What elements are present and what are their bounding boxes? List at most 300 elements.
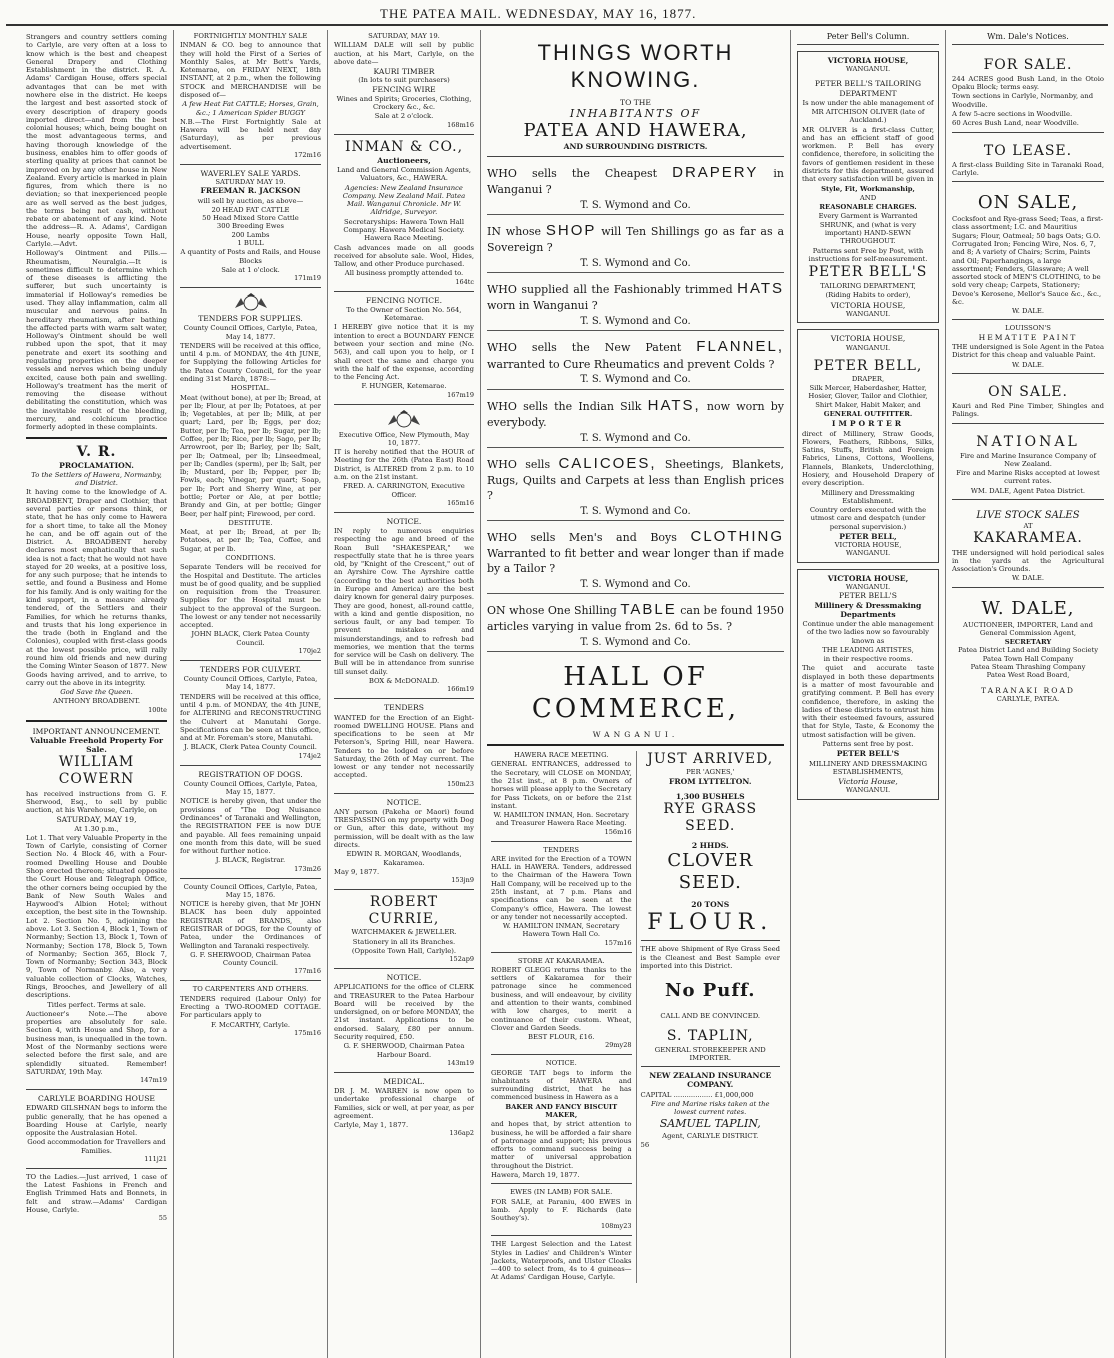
tailoring-patterns: Patterns sent Free by Post, with instructions for self-measurement.: [808, 246, 928, 263]
wanganui: WANGANUI.: [845, 583, 891, 591]
column-heading: Wm. Dale's Notices.: [952, 32, 1104, 45]
ref-code: 55: [158, 1214, 167, 1223]
peter-bell: PETER BELL,: [813, 357, 923, 374]
wanganui: WANGANUI.: [845, 549, 891, 558]
divider: [952, 132, 1104, 133]
wanganui: WANGANUI.: [845, 343, 891, 352]
notice-title: NOTICE.: [386, 797, 422, 807]
ref-code: 174je2: [298, 751, 321, 760]
auctioneer-note: Auctioneer's Note.—The above properties are absolutely for sale. Section 4, with House and Shop, for a business man, is unequalled in the town. Most of the Normanby sections were selected before the first sale, and are splendidly situated. Remember! SATURDAY, 19th May.: [26, 1009, 167, 1076]
ref-code: 177m16: [294, 967, 321, 976]
waverley-auctioneer: FREEMAN R. JACKSON: [200, 186, 301, 196]
dogs-signature: J. BLACK, Registrar.: [215, 856, 286, 865]
question-post: Sheetings, Blankets, Rugs, Quilts and Carpets at less than English prices ?: [487, 457, 785, 503]
tailoring-style: Style, Fit, Workmanship,: [821, 184, 915, 193]
live-signature: W. DALE.: [1011, 574, 1045, 583]
wymond-signature: T. S. Wymond and Co.: [487, 374, 784, 389]
question-pre: WHO sells the Indian Silk: [487, 399, 642, 413]
divider: [26, 1168, 167, 1169]
peter-bells: PETER BELL'S: [836, 749, 900, 759]
question-pre: WHO sells Men's and Boys: [487, 531, 677, 545]
things-headline: THINGS WORTH KNOWING.: [537, 40, 734, 92]
lease-body: A first-class Building Site in Taranaki Road, Carlyle.: [952, 160, 1104, 177]
question-keyword: HATS: [737, 280, 785, 298]
divider: [26, 720, 167, 722]
rye-grass: RYE GRASS SEED.: [663, 801, 758, 835]
ref-code: 170je2: [298, 647, 321, 656]
ref-code: 172m16: [294, 150, 321, 159]
auctioneer-name: WILLIAM COWERN: [58, 754, 135, 788]
draper-list: Silk Mercer, Haberdasher, Hatter, Hosier, Glover, Tailor and Clothier, Shirt Maker, Habit Maker, and: [808, 384, 928, 409]
just-arrived-per: PER 'AGNES,': [686, 768, 735, 777]
nzi-title: NEW ZEALAND INSURANCE COMPANY.: [649, 1071, 772, 1090]
dale-lots: (In lots to suit purchasers): [358, 76, 450, 85]
hall-of-commerce: HALL OF COMMERCE,: [531, 662, 740, 725]
flour: FLOUR.: [647, 909, 774, 935]
question: [487, 527, 784, 577]
royal-crest-icon: [384, 409, 424, 429]
tailoring-and: AND: [859, 193, 877, 202]
things-inhabitants: INHABITANTS OF: [569, 106, 702, 120]
ref-code: 164tc: [455, 277, 474, 286]
townhall-signature: W. HAMILTON INMAN, Secretary Hawera Town Hall Co.: [502, 922, 620, 939]
question-post: worn in Wanganui ?: [487, 299, 598, 313]
acres-244: 244 ACRES good Bush Land, in the Otoio Opaku Block; terms easy.: [952, 74, 1104, 92]
boarding-note: Good accommodation for Travellers and Families.: [27, 1138, 166, 1155]
waverley-item: 20 HEAD FAT CATTLE: [211, 205, 290, 214]
trespass-date: May 9, 1877.: [334, 867, 380, 876]
divider: [180, 660, 321, 661]
divider: [334, 512, 474, 513]
question-post: Warranted to fit better and wear longer than if made by a Tailor ?: [487, 547, 784, 576]
acres-60: 60 Acres Bush Land, near Woodville.: [952, 119, 1079, 128]
divider: [952, 319, 1104, 320]
millinery-ad: [797, 569, 939, 800]
nzi-capital: CAPITAL .................. £1,000,000: [640, 1090, 754, 1099]
wymond-signature: T. S. Wymond and Co.: [487, 433, 784, 448]
dale-wire: FENCING WIRE: [372, 84, 436, 94]
divider: [491, 1235, 632, 1236]
ref-code: 166m19: [447, 685, 474, 694]
for-sale: FOR SALE.: [983, 56, 1073, 73]
peter-bells: PETER BELL'S: [808, 264, 928, 281]
timber-body: Kauri and Red Pine Timber, Shingles and Palings.: [952, 401, 1104, 419]
race-body: GENERAL ENTRANCES, addressed to the Secretary, will CLOSE on MONDAY, the 21st inst., at 8 p.m. Owners of horses will please apply to the Secretary for Pass Tickets, on or before the 21st instant.: [491, 760, 632, 810]
culvert-address: County Council Offices, Carlyle, Patea, May 14, 1877.: [183, 675, 318, 692]
inman-nb: N.B.—The First Fortnightly Sale at Hawera will be held next day (Saturday), as per previous advertisement.: [180, 117, 321, 151]
wymond-signature: T. S. Wymond and Co.: [487, 200, 784, 215]
tait-rest: and hopes that, by strict attention to business, he will be afforded a fair share of patronage and support; his previous efforts to command success being a matter of universal approbation throughout the District.: [491, 1120, 632, 1170]
ref-code: 147m19: [140, 1076, 167, 1085]
dogs-body: NOTICE is hereby given, that under the provisions of "The Dog Nuisance Ordinances" of Taranaki and Wellington, the REGISTRATION FEE is now DUE and payable. All fees remaining unpaid one month from this date, will be sued for without further notice.: [180, 797, 321, 856]
divider: [334, 291, 474, 292]
question: [487, 163, 784, 198]
question: [487, 454, 784, 504]
ref-code: 56: [640, 1141, 650, 1150]
important-title: IMPORTANT ANNOUNCEMENT.: [32, 726, 161, 736]
ref-code: 168m16: [447, 120, 474, 129]
question-pre: ON whose One Shilling: [487, 604, 617, 618]
waverley-item: 200 Lambs: [231, 230, 270, 239]
just-arrived: JUST ARRIVED,: [647, 751, 774, 768]
brands-signature: G. F. SHERWOOD, Chairman Patea County Council.: [190, 950, 311, 968]
inman-secretaryships: Secretaryships: Hawera Town Hall Company. Hawera Medical Society. Hawera Race Meeting.: [343, 217, 465, 243]
harbour-body: APPLICATIONS for the office of CLERK and TREASURER to the Patea Harbour Board will be received by the undersigned, on or before MONDAY, the 21st instant. Applications to be endorsed. Salary, £80 per annum. Security required, £50.: [334, 983, 474, 1041]
national-body: Fire and Marine Insurance Company of New Zealand.: [960, 451, 1096, 468]
waverley-extra: A quantity of Posts and Rails, and House Blocks: [180, 248, 321, 265]
hematite-body: THE undersigned is Sole Agent in the Patea District for this cheap and valuable Paint.: [952, 343, 1104, 360]
louisson: LOUISSON'S: [1005, 324, 1051, 333]
peter-bells: PETER BELL'S: [839, 591, 897, 601]
wymond-signature: T. S. Wymond and Co.: [487, 258, 784, 273]
important-date: SATURDAY, MAY 19,: [56, 815, 137, 825]
inman-body: INMAN & CO. beg to announce that they will hold the First of a Series of Monthly Sales, at Mr Bett's Yards, Ketemarae, on FRIDAY NEXT, 18th INSTANT, at 2 p.m., when the following STOCK and MERCHANDISE will be disposed of—: [180, 41, 321, 99]
tailoring-mgmt: Is now under the able management of: [802, 98, 934, 107]
dale-timber: KAURI TIMBER: [373, 67, 435, 77]
culvert-signature: J. BLACK, Clerk Patea County Council.: [184, 743, 317, 752]
tailoring-dept: PETER BELL'S TAILORING DEPARTMENT: [814, 79, 922, 98]
ref-code: 136ap2: [449, 1129, 474, 1138]
question: [487, 600, 784, 635]
wymond-signature: T. S. Wymond and Co.: [487, 506, 784, 521]
divider: [334, 889, 474, 890]
hospital-title: HOSPITAL.: [230, 384, 271, 393]
carpenters-title: TO CARPENTERS AND OTHERS.: [192, 985, 309, 994]
tailoring-ad: [797, 51, 939, 324]
victoria-house: VICTORIA HOUSE,: [827, 55, 909, 65]
divider: [641, 940, 781, 941]
question-pre: WHO sells: [487, 457, 551, 471]
divider: [334, 698, 474, 699]
question-pre: WHO supplied all the Fashionably trimmed: [487, 283, 733, 297]
divider: [180, 287, 321, 288]
taplin-role: GENERAL STOREKEEPER AND IMPORTER.: [654, 1045, 766, 1062]
millinery-estab: MILLINERY AND DRESSMAKING ESTABLISHMENTS,: [808, 759, 928, 776]
proclamation-signature: ANTHONY BROADBENT.: [52, 697, 141, 706]
trespass-body: ANY person (Pakeha or Maori) found TRESPASSING on my property with Dog or Gun, after this date, without my permission, will be dealt with as the law directs.: [334, 807, 474, 850]
tailoring-dept-2: TAILORING DEPARTMENT,: [820, 282, 916, 291]
taranaki-road: TARANAKI ROAD: [980, 685, 1076, 695]
currie-name: ROBERT CURRIE,: [368, 894, 440, 928]
tenders-title: TENDERS: [384, 703, 424, 713]
w-dale: W. DALE,: [981, 597, 1075, 619]
divider: [334, 134, 474, 135]
divider: [26, 1089, 167, 1090]
millinery-dept: Millinery & Dressmaking Departments: [814, 600, 922, 619]
bushels: 1,300 BUSHELS: [675, 791, 745, 801]
trespass-signature: EDWIN R. MORGAN, Woodlands, Kakaramea.: [346, 850, 462, 867]
proclamation-god: God Save the Queen.: [60, 688, 133, 697]
medical-body: DR J. M. WARREN is now open to undertake professional charge of Families, sick or well, at per year, as per agreement.: [334, 1086, 474, 1120]
ref-code: 165m16: [447, 498, 474, 507]
proclamation-title: PROCLAMATION.: [59, 460, 134, 470]
masthead-title: THE PATEA MAIL. WEDNESDAY, MAY 16, 1877.: [380, 6, 697, 21]
boarding-body: EDWARD GILSHNAN begs to inform the public generally, that he has opened a Boarding House at Carlyle, nearly opposite the Australasian Hotel.: [26, 1104, 167, 1138]
tailoring-body: MR OLIVER is a first-class Cutter, and has an efficient staff of good workmen. P. Bell has every confidence, therefore, in soliciting the favors of gentlemen resident in these districts for this department, assured that every satisfaction will be given in: [802, 125, 934, 184]
divider: [952, 373, 1104, 374]
supplies-address: County Council Offices, Carlyle, Patea, May 14, 1877.: [183, 324, 318, 341]
just-arrived-from: FROM LYTTELTON.: [668, 776, 752, 786]
tenders-body: WANTED for the Erection of an Eight-roomed DWELLING HOUSE. Plans and specifications to be seen at Mr Peterson's, Spring Hill, near Hawera. Tenders to be lodged on or before Saturday, the 26th of May current. The lowest or any tender not necessarily accepted.: [334, 713, 474, 780]
fencing-signature: F. HUNGER, Ketemarae.: [361, 382, 447, 391]
ref-code: 157m16: [604, 938, 632, 947]
millinery-more: The quiet and accurate taste displayed in both these departments is a matter of most favourable and gratifying comment. P. Bell has every confidence, therefore, in asking the ladies of these districts to entrust him with their esteemed favours, assured that for Style, Taste, & Economy the utmost satisfaction will be given.: [802, 664, 934, 739]
supplies-title: TENDERS FOR SUPPLIES.: [198, 314, 303, 324]
waverley-title: WAVERLEY SALE YARDS.: [200, 168, 301, 178]
tait-body: GEORGE TAIT begs to inform the inhabitants of HAWERA and surrounding district, that he has commenced business in Hawera as a: [491, 1068, 632, 1102]
kakaramea: KAKARAMEA.: [973, 530, 1083, 547]
waverley-item: 1 BULL: [237, 239, 264, 248]
ewes-title: EWES (IN LAMB) FOR SALE.: [510, 1188, 613, 1197]
wymond-signature: T. S. Wymond and Co.: [487, 637, 784, 652]
inman-role: Land and General Commission Agents, Valuators, &c., HAWERA.: [336, 166, 472, 183]
ref-code: 150m23: [447, 779, 474, 788]
supplies-body: TENDERS will be received at this office, until 4 p.m. of MONDAY, the 4th JUNE, for Supplying the following Articles for the Patea County Council, for the year ending 31st March, 1878:—: [180, 341, 321, 384]
secretary-item: Patea West Road Board,: [986, 671, 1070, 680]
column-4-left: [487, 751, 636, 1283]
question: [487, 279, 784, 314]
executive-address: Executive Office, New Plymouth, May 10, 1877.: [338, 430, 470, 447]
harbour-signature: G. F. SHERWOOD, Chairman Patea Harbour Board.: [343, 1042, 465, 1059]
on-sale-signature: W. DALE.: [1011, 307, 1045, 316]
tons: 20 TONS: [691, 900, 730, 910]
question-post: will Ten Shillings go as far as a Sovereign ?: [487, 224, 785, 255]
divider: [26, 437, 167, 439]
executive-body: IT is hereby notified that the HOUR of Meeting for the 26th (Patea East) Road District, is ALTERED from 2 p.m. to 10 a.m. on the 21st instant.: [334, 448, 474, 481]
millinery-artistes: THE LEADING ARTISTES,: [822, 645, 914, 654]
question: [487, 396, 784, 431]
things-surrounding: AND SURROUNDING DISTRICTS.: [563, 142, 708, 152]
store-body: ROBERT GLEGG returns thanks to the settlers of Kakaramea for their patronage since he commenced business, and will endeavour, by civility and attention to their wants, combined with low charges, to merit a continuance of their custom. Wheat, Clover and Garden Seeds.: [491, 965, 632, 1032]
no-puff: No Puff.: [665, 980, 756, 1002]
question-keyword: CALICOES,: [558, 454, 657, 472]
hall-town: WANGANUI.: [592, 729, 679, 739]
wanganui: WANGANUI.: [845, 310, 891, 319]
tait-title: NOTICE.: [545, 1059, 577, 1068]
hematite-signature: W. DALE.: [1011, 360, 1045, 369]
bull-notice-body: IN reply to numerous enquiries respecting the age and breed of the Roan Bull "SHAKESPEAR," we respectfully state that he is three years old, by "Knight of the Crescent," out of an Ayrshire Cow. The Ayrshire cattle (according to the best authorities both in Europe and America) are the best dairy known for general dairy purposes. They are good, honest, all-round cattle, with a kind and gentle disposition, no serious fault, or any bad temper. To prevent mistakes and misunderstandings, and to refresh bad memories, we mention that the terms for service will be Cash on delivery. The Bull will be in attendance from sunrise till sunset daily.: [334, 526, 474, 676]
divider: [180, 878, 321, 879]
hhds: 2 HHDS.: [691, 841, 729, 851]
column-5: [790, 30, 945, 1358]
medical-date: Carlyle, May 1, 1877.: [334, 1121, 409, 1130]
ref-code: 156m16: [604, 827, 632, 836]
tailoring-shrunk: Every Garment is Warranted SHRUNK, and (what is very important) HAND-SEWN THROUGHOUT.: [818, 212, 918, 246]
ref-code: 167m19: [447, 390, 474, 399]
ref-code: 143m19: [447, 1058, 474, 1067]
hospital-body: Meat (without bone), at per lb; Bread, at per lb; Flour, at per lb; Potatoes, at per lb; Vegetables, at per lb; Milk, at per quart; Lard, per lb; Eggs, per doz; Butter, per lb; Tea, per lb; Sugar, per lb; Coffee, per lb; Rice, per lb; Sago, per lb; Arrowroot, per lb; Barley, per lb; Salt, per lb; Oatmeal, per lb; Linseedmeal, per lb; Candles (sperm), per lb; Salt, per lb; Mustard, per lb; Pepper, per lb; Fowls, each; Vinegar, per quart; Soap, per lb; Port and Sherry Wine, at per bottle; Porter or Ale, at per bottle; Brandy and Gin, at per bottle; Ginger Beer, per half pint; Firewood, per cord.: [180, 393, 321, 518]
dale-time: Sale at 2 o'clock.: [374, 112, 434, 121]
draper-ad: [797, 329, 939, 562]
medical-title: MEDICAL.: [383, 1076, 425, 1086]
country-orders: Country orders executed with the utmost care and despatch (under personal supervision.): [809, 506, 927, 531]
carpenters-signature: F. McCARTHY, Carlyle.: [210, 1020, 291, 1029]
column-2: [173, 30, 327, 1358]
waverley-date: SATURDAY MAY 19.: [215, 178, 286, 187]
peter-bell: PETER BELL,: [839, 531, 897, 541]
nzi-body: Fire and Marine risks taken at the lowest current rates.: [651, 1099, 770, 1117]
divider: [334, 968, 474, 969]
town-sections: Town sections in Carlyle, Normanby, and Woodville.: [952, 92, 1094, 109]
tailoring-riding: (Riding Habits to order),: [825, 291, 911, 300]
fencing-title: FENCING NOTICE.: [365, 295, 443, 305]
column-3: [327, 30, 480, 1358]
important-body: has received instructions from G. F. Sherwood, Esq., to sell by public auction, at his Warehouse, Carlyle, on: [26, 789, 167, 815]
taplin-name: S. TAPLIN,: [666, 1028, 754, 1045]
nzi-signature: SAMUEL TAPLIN,: [659, 1117, 761, 1131]
live-body: THE undersigned will hold periodical sales in the yards at the Agricultural Association's Grounds.: [952, 548, 1104, 574]
masthead-rule: [6, 24, 1108, 26]
divider: [491, 1183, 632, 1184]
divider: [487, 744, 784, 746]
culvert-title: TENDERS FOR CULVERT.: [199, 664, 302, 674]
race-title: HAWERA RACE MEETING.: [514, 751, 609, 760]
fencing-to: To the Owner of Section No. 564, Ketemarae.: [346, 305, 462, 323]
currie-trade: WATCHMAKER & JEWELLER.: [351, 928, 457, 937]
secretary-item: Patea Town Hall Company: [982, 654, 1074, 663]
townhall-title: TENDERS: [543, 845, 580, 854]
ref-code: 111j21: [144, 1154, 167, 1163]
bull-notice-signature: BOX & McDONALD.: [368, 677, 440, 686]
question-post: can be found 1950 articles varying in value from 2s. 6d to 5s. ?: [487, 604, 784, 634]
ref-code: 173m26: [294, 864, 321, 873]
ewes-body: FOR SALE, at Paraniu, 400 EWES in lamb. Apply to F. Richards (late Southey's).: [491, 1197, 632, 1223]
currie-address: (Opposite Town Hall, Carlyle).: [351, 946, 457, 955]
vr-heading: V. R.: [76, 443, 117, 460]
millinery-rooms: in their respective rooms.: [823, 655, 913, 664]
millinery-patterns: Patterns sent free by post.: [822, 739, 914, 748]
question: [487, 221, 784, 256]
carpenters-body: TENDERS required (Labour Only) for Erecting a TWO-ROOMED COTTAGE. For particulars apply to: [180, 994, 321, 1020]
notice-title: NOTICE.: [386, 516, 422, 526]
ladies-notice: TO the Ladies.—Just arrived, 1 case of the Latest Fashions in French and English Trimmed Hats and Bonnets, in felt and straw.—Adams' Cardigan House, Carlyle.: [26, 1172, 167, 1214]
divider: [334, 793, 474, 794]
question-keyword: DRAPERY: [672, 163, 759, 181]
tait-trade: BAKER AND FANCY BISCUIT MAKER,: [505, 1102, 618, 1120]
waverley-body: will sell by auction, as above—: [197, 196, 304, 205]
townhall-body: ARE invited for the Erection of a TOWN HALL in HAWERA. Tenders, addressed to the Chairman of the Hawera Town Hall Company, will be received up to the 25th instant, at 7 p.m. Plans and specifications can be seen at the Company's office, Hawera. The lowest or any tender not necessarily accepted.: [491, 854, 632, 921]
important-subtitle: Valuable Freehold Property For Sale.: [30, 735, 163, 755]
hematite-paint: HEMATITE PAINT: [978, 332, 1078, 342]
question-keyword: FLANNEL,: [696, 338, 784, 356]
question-pre: WHO sells the Cheapest: [487, 166, 658, 180]
secretary-item: Patea Steam Thrashing Company: [970, 663, 1086, 672]
dale-items: Wines and Spirits; Groceries, Clothing, Crockery &c., &c.: [336, 94, 472, 112]
inman-items: A few Heat Fat CATTLE; Horses, Grain, &c.; 1 American Spider BUGGY: [182, 100, 319, 117]
conditions-signature: JOHN BLACK, Clerk Patea County Council.: [191, 630, 310, 647]
boarding-title: CARLYLE BOARDING HOUSE: [38, 1093, 155, 1103]
conditions-title: CONDITIONS.: [225, 553, 276, 562]
inman-subtitle: Auctioneers,: [377, 155, 431, 165]
on-sale-list: Cocksfoot and Rye-grass Seed; Teas, a first-class assortment; I.C. and Mauritius Sugars; Flour, Oatmeal; 50 bags Oats; G.O. Corrugated Iron; Fencing Wire, Nos. 6, 7, and 8; A variety of Chairs; Scrim, Paints and Oil; Paperhangings, a large assortment; Fenders, Glassware; A well assorted stock of MEN'S CLOTHING, to be sold very cheap; Carpets, Stationery; Devoe's Kerosene, Mellor's Sauce &c., &c., &c.: [952, 215, 1104, 306]
important-lots: Lot 1. That very Valuable Property in the Town of Carlyle, consisting of Corner Section No. 4 Block 46, with a Four-roomed Dwelling House and Double Shop erected thereon; situated opposite the Court House and Telegraph Office, the other corners being occupied by the Bank of New South Wales and Haywood's Albion Hotel; without exception, the best site in the Township. Lot 2. Section No. 5, adjoining the above. Lot 3. Section 4, Block 1, Town of Normanby; Section 13, Block 1, Town of Normanby; Section 178, Block 5, Town of Normanby; Section 365, Block 7, Town of Normanby; Section 343, Block 9, Town of Normanby. Also, a very valuable collection of Clocks, Watches, Rings, Brooches, and Jewellery of all descriptions.: [26, 833, 167, 1000]
ref-code: 152ap9: [449, 955, 474, 964]
secretary: SECRETARY: [1004, 638, 1052, 647]
inman-agencies: Agencies: New Zealand Insurance Company. New Zealand Mail. Patea Mail. Wanganui Chronicle. Mr W. Aldridge, Surveyor.: [342, 183, 466, 217]
things-towns: PATEA AND HAWERA,: [523, 120, 748, 142]
dogs-address: County Council Offices, Carlyle, Patea, May 15, 1877.: [183, 779, 318, 797]
divider: [952, 499, 1104, 500]
national-insurance: NATIONAL: [976, 433, 1080, 450]
things-to: TO THE: [620, 97, 651, 107]
question: [487, 337, 784, 372]
wymond-signature: T. S. Wymond and Co.: [487, 316, 784, 331]
seed-notice: THE above Shipment of Rye Grass Seed is the Cleanest and Best Sample ever imported into this District.: [640, 945, 780, 970]
ref-code: 108my23: [600, 1222, 632, 1231]
holloway-notice: Holloway's Ointment and Pills.—Rheumatism, Neuralgia.—It is sometimes difficult to determine which of these diseases is afflicting the sufferer, but such uncertainty is immaterial if Holloway's remedies be used. They allay inflammation, calm all muscular and nervous pains. In hereditary rheumatism, after bathing the affected parts with warm salt water, Holloway's Ointment should be well rubbed upon the spot, that it may penetrate and exert its soothing and regulating properties on the deeper vessels and nerves which being unduly excited, cause both pain and swelling. Holloway's treatment has the merit of removing the disease without debilitating the constitution, which was the inevitable result of the bleeding, mercury, and colchicum practice formerly adopted in these complaints.: [26, 249, 167, 432]
executive-signature: FRED. A. CARRINGTON, Executive Officer.: [343, 482, 465, 499]
divider: [180, 765, 321, 766]
divider: [952, 423, 1104, 424]
notice-title: NOTICE.: [386, 973, 422, 983]
destitute-body: Meat, at per lb; Bread, at per lb; Potatoes, at per lb; Tea, Coffee, and Sugar, at per lb.: [180, 528, 321, 553]
question-pre: IN whose: [487, 224, 542, 238]
divider: [641, 1066, 781, 1067]
live-at: AT: [1023, 522, 1033, 531]
column-4-subcolumns: [487, 751, 784, 1283]
waverley-item: 300 Breeding Ewes: [216, 222, 285, 231]
nzi-agent: Agent, CARLYLE DISTRICT.: [662, 1131, 759, 1140]
clover-seed: CLOVER SEED.: [667, 850, 754, 894]
column-4: [480, 30, 790, 1358]
millinery: Millinery and Dressmaking Establishment.: [821, 488, 915, 505]
proclamation-to: To the Settlers of Hawera, Normanby, and District.: [31, 470, 162, 488]
currie-body: Stationery in all its Branches.: [352, 937, 456, 946]
divider: [487, 156, 784, 157]
dale-body: WILLIAM DALE will sell by public auction, at his Mart, Carlyle, on the above date—: [334, 41, 474, 66]
column-heading: Peter Bell's Column.: [797, 32, 939, 45]
wanganui: WANGANUI.: [845, 65, 891, 73]
victoria-house: VICTORIA HOUSE,: [830, 300, 906, 310]
divider: [180, 980, 321, 981]
question-post: warranted to Cure Rheumatics and prevent Colds ?: [487, 357, 775, 371]
victoria-house: VICTORIA HOUSE,: [827, 573, 909, 583]
on-sale: ON SALE,: [977, 192, 1079, 214]
victoria-house: VICTORIA HOUSE,: [830, 334, 906, 344]
waverley-item: 50 Head Mixed Store Cattle: [202, 214, 299, 223]
brands-body: NOTICE is hereby given, that Mr JOHN BLACK has been duly appointed REGISTRAR of BRANDS, also REGISTRAR of DOGS, for the County of Patea, under the Ordinances of Wellington and Taranaki respectively.: [180, 900, 321, 950]
adams-jackets: THE Largest Selection and the Latest Styles in Ladies' and Children's Winter Jackets, Waterproofs, and Ulster Cloaks—400 to select from, 4s to 4 guineas—At Adams' Cardigan House, Carlyle.: [491, 1240, 632, 1282]
draper-outfitter: GENERAL OUTFITTER.: [823, 410, 913, 419]
divider: [180, 164, 321, 165]
divider: [334, 404, 474, 405]
victoria-house: VICTORIA HOUSE,: [834, 541, 902, 550]
importer-body: direct of Millinery, Straw Goods, Flowers, Feathers, Ribbons, Silks, Satins, Stuffs, British and Foreign Fabrics, Linens, Cottons, Woollens, Flannels, Blankets, Underclothing, Hosiery, and Household Drapery of every description.: [802, 429, 934, 488]
to-lease: TO LEASE.: [983, 142, 1073, 159]
wanganui: WANGANUI.: [845, 786, 891, 795]
carlyle-patea: CARLYLE, PATEA.: [996, 694, 1060, 703]
divider: [491, 1054, 632, 1055]
call-convinced: CALL AND BE CONVINCED.: [660, 1012, 761, 1021]
inman-cash: Cash advances made on all goods received for absolute sale. Wool, Hides, Tallow, and other Produce purchased.: [334, 243, 474, 269]
question-keyword: SHOP: [545, 221, 597, 239]
importer: IMPORTER: [831, 419, 905, 429]
divider: [952, 181, 1104, 182]
question-keyword: TABLE: [620, 601, 677, 619]
question-post: now worn by everybody.: [487, 399, 785, 429]
fortnightly-title: FORTNIGHTLY MONTHLY SALE: [193, 32, 308, 40]
divider: [491, 841, 632, 842]
question-post: in Wanganui ?: [487, 166, 785, 196]
destitute-title: DESTITUTE.: [228, 518, 273, 527]
tait-date: Hawera, March 19, 1877.: [491, 1171, 580, 1179]
column-1: [20, 30, 173, 1358]
question-pre: WHO sells the New Patent: [487, 341, 682, 355]
w-dale-role: AUCTIONEER, IMPORTER, Land and General Commission Agent,: [963, 620, 1093, 637]
important-time: At 1.30 p.m.,: [74, 824, 119, 833]
question-keyword: HATS,: [647, 396, 701, 414]
ref-code: 171m19: [294, 274, 321, 283]
